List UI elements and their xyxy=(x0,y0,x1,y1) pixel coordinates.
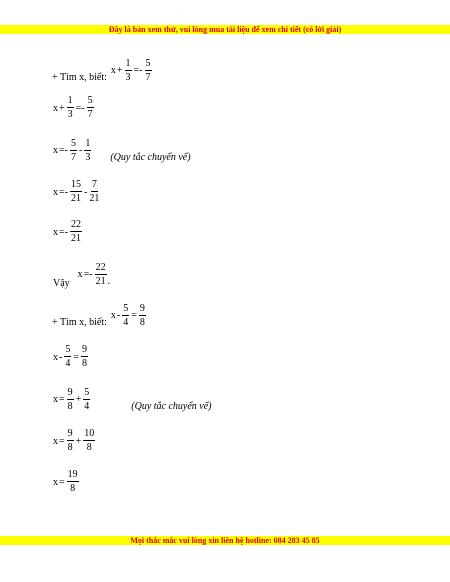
problem1-step3: x =- $\frac{15}{21}$ - $\frac{7}{21}$ xyxy=(53,179,100,204)
fraction: $\frac{5}{4}$ xyxy=(65,344,71,369)
problem2-step4: x = $\frac{19}{8}$ xyxy=(53,469,78,494)
hotline-banner xyxy=(0,536,450,545)
problem2-equation: x - $\frac{5}{4}$ = $\frac{9}{8}$ xyxy=(110,302,145,328)
fraction: $\frac{1}{3}$ xyxy=(85,137,91,163)
problem2-prompt: + Tìm x, biết: xyxy=(52,317,107,328)
problem2-step3: x = $\frac{9}{8}$ + $\frac{10}{8}$ xyxy=(53,428,95,453)
fraction: $\frac{1}{3}$ xyxy=(67,95,73,120)
fraction: $\frac{9}{8}$ xyxy=(67,428,73,453)
problem1-step4: x =- $\frac{22}{21}$ xyxy=(53,219,81,244)
problem1-equation xyxy=(111,59,153,83)
conclusion-label: Vậy xyxy=(53,278,70,289)
preview-banner-text: Đây là bản xem thử, vui lòng mua tài liệu để xem chi tiết (có lời giải) xyxy=(108,25,342,34)
fraction: $\frac{9}{8}$ xyxy=(81,344,87,369)
problem1-conclusion: Vậy x =- $\frac{22}{21}$ . xyxy=(53,261,111,289)
fraction: $\frac{5}{4}$ xyxy=(123,302,129,328)
rule-note: (Quy tắc chuyển vế) xyxy=(131,401,212,412)
fraction: $\frac{22}{21}$ xyxy=(70,219,81,244)
fraction: $\frac{10}{8}$ xyxy=(84,428,95,453)
var-x: x xyxy=(110,65,116,76)
fraction: $\frac{5}{4}$ xyxy=(84,386,90,412)
problem1-statement xyxy=(52,58,153,83)
problem2-step1: x - $\frac{5}{4}$ = $\frac{9}{8}$ xyxy=(53,344,87,369)
fraction: $\frac{1}{3}$ xyxy=(125,57,131,83)
fraction: $\frac{19}{8}$ xyxy=(67,469,78,494)
fraction: $\frac{5}{7}$ xyxy=(145,57,151,83)
problem2-statement xyxy=(52,303,147,328)
equals-minus: =- xyxy=(133,65,143,76)
fraction: $\frac{22}{21}$ xyxy=(95,261,106,287)
plus-sign: + xyxy=(116,65,123,76)
fraction: $\frac{5}{7}$ xyxy=(70,137,76,163)
fraction: $\frac{9}{8}$ xyxy=(67,386,73,412)
fraction: $\frac{15}{21}$ xyxy=(70,179,81,204)
problem1-step1: x + $\frac{1}{3}$ =- $\frac{5}{7}$ xyxy=(53,95,93,120)
problem1-step2: x =- $\frac{5}{7}$ - $\frac{1}{3}$ (Quy tắc chuyển vế) xyxy=(53,137,191,163)
preview-banner xyxy=(0,25,450,34)
rule-note: (Quy tắc chuyển vế) xyxy=(110,152,191,163)
problem2-step2: x = $\frac{9}{8}$ + $\frac{5}{4}$ (Quy tắc chuyển vế) xyxy=(53,386,212,412)
problem1-prompt: + Tìm x, biết: xyxy=(52,72,107,83)
fraction: $\frac{9}{8}$ xyxy=(139,302,145,328)
fraction: $\frac{5}{7}$ xyxy=(87,95,93,120)
fraction: $\frac{7}{21}$ xyxy=(89,179,100,204)
hotline-banner-text: Mọi thắc mắc vui lòng xin liên hệ hotline: 084 283 45 85 xyxy=(130,536,320,545)
